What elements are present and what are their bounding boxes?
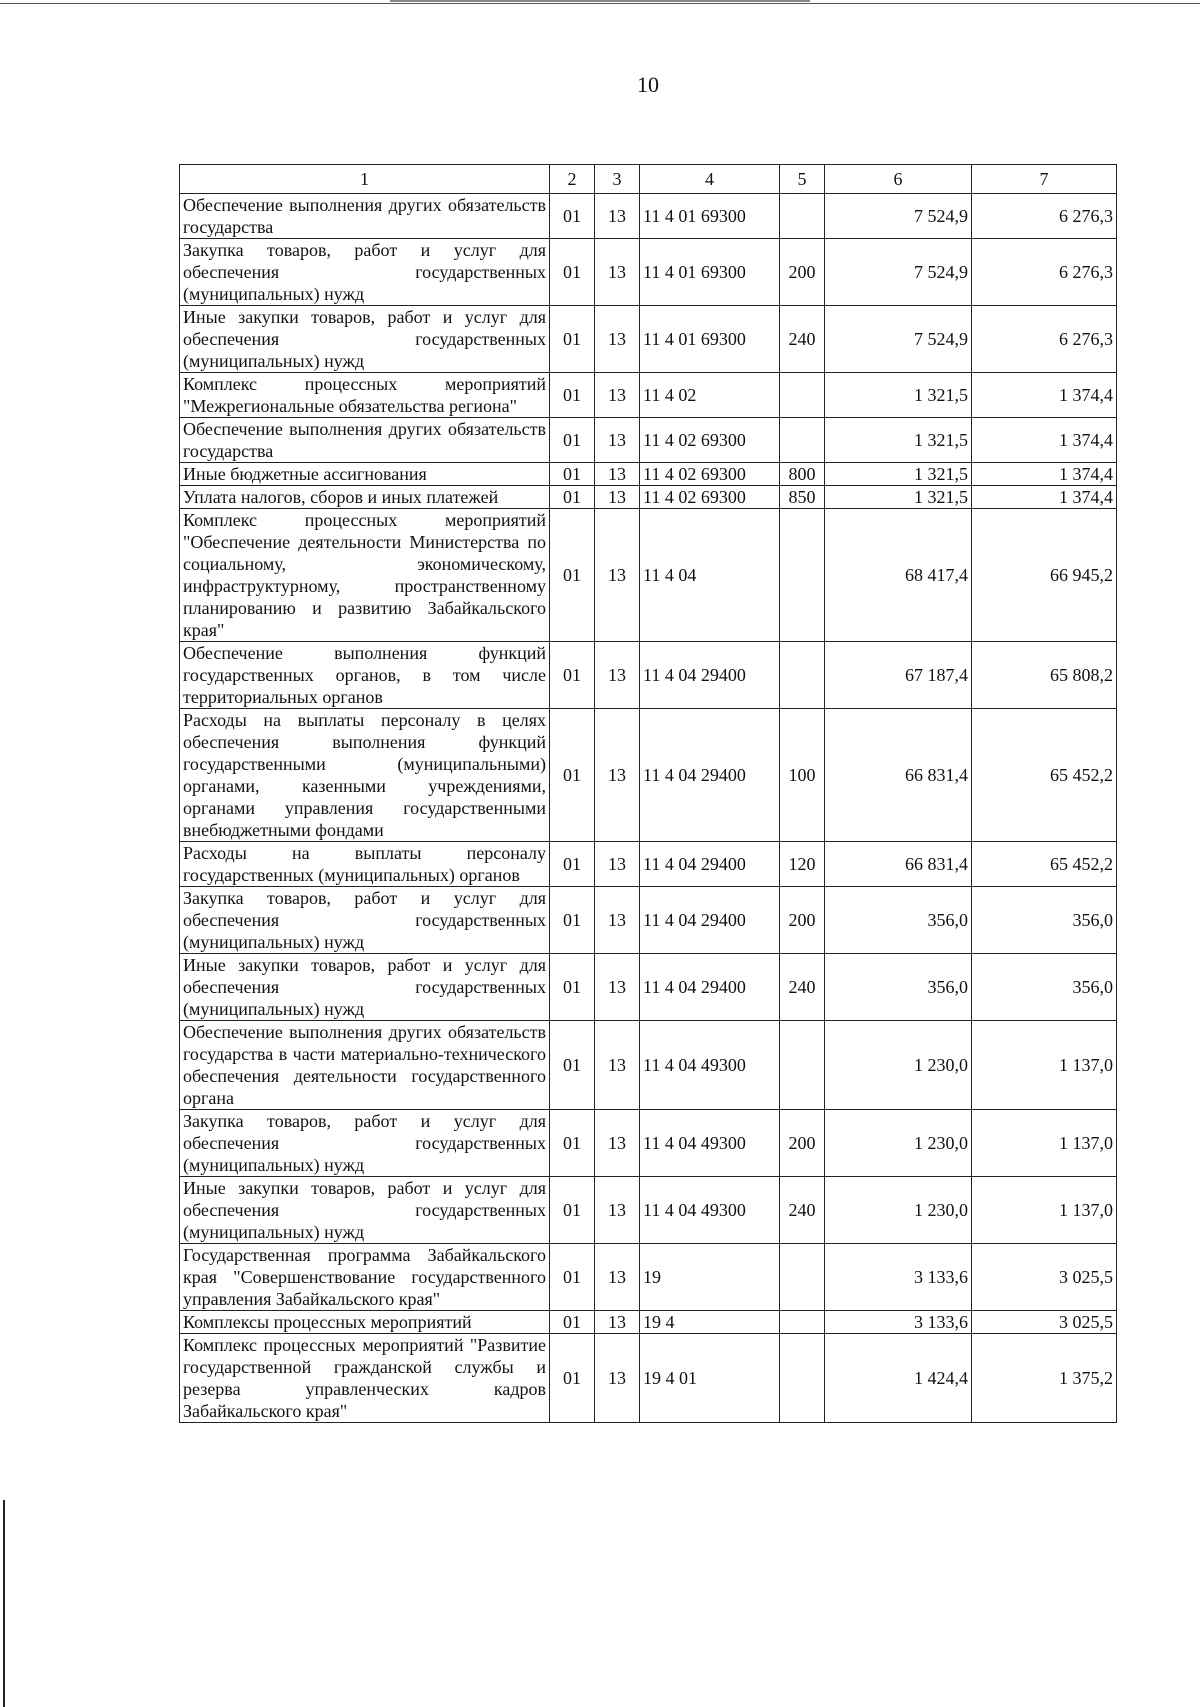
row-section-code: 01 bbox=[550, 1110, 595, 1177]
table-row bbox=[180, 1334, 1117, 1423]
table-row bbox=[180, 1311, 1117, 1334]
row-amount-1: 1 321,5 bbox=[825, 373, 972, 418]
row-amount-2: 3 025,5 bbox=[972, 1311, 1117, 1334]
row-target-article: 19 bbox=[640, 1244, 780, 1311]
table-row bbox=[180, 642, 1117, 709]
row-expense-type: 100 bbox=[780, 709, 825, 842]
row-subsection-code: 13 bbox=[595, 373, 640, 418]
row-section-code: 01 bbox=[550, 486, 595, 509]
row-amount-2: 1 137,0 bbox=[972, 1110, 1117, 1177]
row-amount-1: 1 321,5 bbox=[825, 463, 972, 486]
row-description: Обеспечение выполнения других обязательств государства bbox=[180, 418, 550, 463]
row-subsection-code: 13 bbox=[595, 239, 640, 306]
row-expense-type: 240 bbox=[780, 1177, 825, 1244]
row-subsection-code: 13 bbox=[595, 463, 640, 486]
row-subsection-code: 13 bbox=[595, 1177, 640, 1244]
row-expense-type: 240 bbox=[780, 306, 825, 373]
row-amount-2: 65 452,2 bbox=[972, 709, 1117, 842]
table-row bbox=[180, 709, 1117, 842]
row-target-article: 11 4 04 29400 bbox=[640, 842, 780, 887]
row-amount-1: 1 230,0 bbox=[825, 1110, 972, 1177]
row-section-code: 01 bbox=[550, 887, 595, 954]
table-row bbox=[180, 239, 1117, 306]
row-amount-1: 356,0 bbox=[825, 954, 972, 1021]
budget-table bbox=[179, 164, 1117, 1423]
table-row bbox=[180, 418, 1117, 463]
row-target-article: 11 4 04 29400 bbox=[640, 709, 780, 842]
row-target-article: 11 4 02 69300 bbox=[640, 486, 780, 509]
row-description: Закупка товаров, работ и услуг для обеспечения государственных (муниципальных) нужд bbox=[180, 239, 550, 306]
row-target-article: 11 4 02 69300 bbox=[640, 463, 780, 486]
row-expense-type: 800 bbox=[780, 463, 825, 486]
row-amount-1: 356,0 bbox=[825, 887, 972, 954]
row-amount-1: 3 133,6 bbox=[825, 1244, 972, 1311]
row-description: Обеспечение выполнения других обязательств государства в части материально-технического обеспечения деятельности государственного органа bbox=[180, 1021, 550, 1110]
row-description: Иные бюджетные ассигнования bbox=[180, 463, 550, 486]
row-amount-1: 1 321,5 bbox=[825, 486, 972, 509]
row-description: Закупка товаров, работ и услуг для обеспечения государственных (муниципальных) нужд bbox=[180, 1110, 550, 1177]
table-row bbox=[180, 842, 1117, 887]
row-amount-2: 3 025,5 bbox=[972, 1244, 1117, 1311]
scan-left-edge bbox=[3, 1500, 5, 1707]
row-amount-1: 1 424,4 bbox=[825, 1334, 972, 1423]
table-row bbox=[180, 194, 1117, 239]
row-subsection-code: 13 bbox=[595, 509, 640, 642]
row-section-code: 01 bbox=[550, 1311, 595, 1334]
row-subsection-code: 13 bbox=[595, 418, 640, 463]
row-amount-2: 1 375,2 bbox=[972, 1334, 1117, 1423]
scan-edge-mark bbox=[390, 0, 810, 2]
row-amount-1: 1 230,0 bbox=[825, 1177, 972, 1244]
row-expense-type: 200 bbox=[780, 239, 825, 306]
row-section-code: 01 bbox=[550, 1334, 595, 1423]
row-section-code: 01 bbox=[550, 642, 595, 709]
row-section-code: 01 bbox=[550, 954, 595, 1021]
row-section-code: 01 bbox=[550, 418, 595, 463]
row-amount-2: 1 374,4 bbox=[972, 418, 1117, 463]
header-cell: 2 bbox=[550, 165, 595, 194]
scan-top-border bbox=[0, 3, 1200, 4]
row-subsection-code: 13 bbox=[595, 1311, 640, 1334]
header-cell: 6 bbox=[825, 165, 972, 194]
row-target-article: 11 4 01 69300 bbox=[640, 306, 780, 373]
row-subsection-code: 13 bbox=[595, 642, 640, 709]
row-expense-type bbox=[780, 1311, 825, 1334]
row-section-code: 01 bbox=[550, 239, 595, 306]
row-expense-type bbox=[780, 418, 825, 463]
row-expense-type bbox=[780, 194, 825, 239]
row-description: Комплекс процессных мероприятий "Межрегиональные обязательства региона" bbox=[180, 373, 550, 418]
table-row bbox=[180, 887, 1117, 954]
row-amount-1: 7 524,9 bbox=[825, 239, 972, 306]
row-section-code: 01 bbox=[550, 1177, 595, 1244]
row-amount-1: 1 230,0 bbox=[825, 1021, 972, 1110]
row-subsection-code: 13 bbox=[595, 1334, 640, 1423]
row-expense-type: 240 bbox=[780, 954, 825, 1021]
table-row bbox=[180, 1021, 1117, 1110]
row-amount-1: 7 524,9 bbox=[825, 306, 972, 373]
row-subsection-code: 13 bbox=[595, 306, 640, 373]
row-amount-1: 3 133,6 bbox=[825, 1311, 972, 1334]
row-target-article: 11 4 04 bbox=[640, 509, 780, 642]
row-amount-2: 65 808,2 bbox=[972, 642, 1117, 709]
table-header-row bbox=[180, 165, 1117, 194]
row-subsection-code: 13 bbox=[595, 887, 640, 954]
header-cell: 7 bbox=[972, 165, 1117, 194]
row-section-code: 01 bbox=[550, 842, 595, 887]
row-amount-2: 1 374,4 bbox=[972, 373, 1117, 418]
table-row bbox=[180, 509, 1117, 642]
row-amount-2: 65 452,2 bbox=[972, 842, 1117, 887]
row-target-article: 19 4 bbox=[640, 1311, 780, 1334]
table-row bbox=[180, 1110, 1117, 1177]
row-target-article: 11 4 04 49300 bbox=[640, 1021, 780, 1110]
row-expense-type: 850 bbox=[780, 486, 825, 509]
row-description: Обеспечение выполнения других обязательств государства bbox=[180, 194, 550, 239]
row-amount-2: 6 276,3 bbox=[972, 239, 1117, 306]
row-description: Государственная программа Забайкальского края "Совершенствование государственного управления Забайкальского края" bbox=[180, 1244, 550, 1311]
row-section-code: 01 bbox=[550, 509, 595, 642]
row-target-article: 11 4 04 49300 bbox=[640, 1177, 780, 1244]
row-target-article: 11 4 02 bbox=[640, 373, 780, 418]
row-subsection-code: 13 bbox=[595, 1110, 640, 1177]
row-amount-2: 356,0 bbox=[972, 887, 1117, 954]
table-row bbox=[180, 486, 1117, 509]
row-amount-1: 1 321,5 bbox=[825, 418, 972, 463]
row-amount-2: 1 137,0 bbox=[972, 1177, 1117, 1244]
row-section-code: 01 bbox=[550, 1244, 595, 1311]
row-description: Расходы на выплаты персоналу в целях обеспечения выполнения функций государственными (муниципальными) органами, казенными учреждениями, органами управления государственными внебюджетными фондами bbox=[180, 709, 550, 842]
row-description: Иные закупки товаров, работ и услуг для обеспечения государственных (муниципальных) нужд bbox=[180, 1177, 550, 1244]
row-amount-1: 67 187,4 bbox=[825, 642, 972, 709]
row-expense-type: 120 bbox=[780, 842, 825, 887]
row-subsection-code: 13 bbox=[595, 194, 640, 239]
row-subsection-code: 13 bbox=[595, 1021, 640, 1110]
table-row bbox=[180, 1177, 1117, 1244]
row-target-article: 11 4 01 69300 bbox=[640, 239, 780, 306]
row-amount-2: 1 137,0 bbox=[972, 1021, 1117, 1110]
row-expense-type bbox=[780, 1021, 825, 1110]
row-target-article: 11 4 04 29400 bbox=[640, 954, 780, 1021]
row-expense-type bbox=[780, 642, 825, 709]
row-expense-type bbox=[780, 509, 825, 642]
row-expense-type: 200 bbox=[780, 1110, 825, 1177]
row-description: Уплата налогов, сборов и иных платежей bbox=[180, 486, 550, 509]
row-section-code: 01 bbox=[550, 709, 595, 842]
row-amount-2: 6 276,3 bbox=[972, 306, 1117, 373]
row-amount-2: 356,0 bbox=[972, 954, 1117, 1021]
row-description: Комплексы процессных мероприятий bbox=[180, 1311, 550, 1334]
row-subsection-code: 13 bbox=[595, 709, 640, 842]
row-description: Закупка товаров, работ и услуг для обеспечения государственных (муниципальных) нужд bbox=[180, 887, 550, 954]
row-amount-2: 1 374,4 bbox=[972, 486, 1117, 509]
row-target-article: 11 4 02 69300 bbox=[640, 418, 780, 463]
row-expense-type: 200 bbox=[780, 887, 825, 954]
row-amount-1: 7 524,9 bbox=[825, 194, 972, 239]
header-cell: 5 bbox=[780, 165, 825, 194]
table-row bbox=[180, 373, 1117, 418]
row-description: Расходы на выплаты персоналу государственных (муниципальных) органов bbox=[180, 842, 550, 887]
row-description: Обеспечение выполнения функций государственных органов, в том числе территориальных органов bbox=[180, 642, 550, 709]
row-expense-type bbox=[780, 1334, 825, 1423]
row-section-code: 01 bbox=[550, 194, 595, 239]
row-section-code: 01 bbox=[550, 306, 595, 373]
header-cell: 3 bbox=[595, 165, 640, 194]
row-target-article: 11 4 04 29400 bbox=[640, 887, 780, 954]
row-subsection-code: 13 bbox=[595, 1244, 640, 1311]
row-amount-1: 66 831,4 bbox=[825, 842, 972, 887]
row-target-article: 19 4 01 bbox=[640, 1334, 780, 1423]
row-section-code: 01 bbox=[550, 373, 595, 418]
row-target-article: 11 4 01 69300 bbox=[640, 194, 780, 239]
table-row bbox=[180, 463, 1117, 486]
row-expense-type bbox=[780, 373, 825, 418]
row-subsection-code: 13 bbox=[595, 954, 640, 1021]
row-expense-type bbox=[780, 1244, 825, 1311]
table-row bbox=[180, 1244, 1117, 1311]
header-cell: 1 bbox=[180, 165, 550, 194]
row-description: Иные закупки товаров, работ и услуг для обеспечения государственных (муниципальных) нужд bbox=[180, 954, 550, 1021]
row-description: Иные закупки товаров, работ и услуг для обеспечения государственных (муниципальных) нужд bbox=[180, 306, 550, 373]
header-cell: 4 bbox=[640, 165, 780, 194]
row-subsection-code: 13 bbox=[595, 842, 640, 887]
row-description: Комплекс процессных мероприятий "Обеспечение деятельности Министерства по социальному, экономическому, инфраструктурному, пространственному планированию и развитию Забайкальского края" bbox=[180, 509, 550, 642]
row-amount-2: 1 374,4 bbox=[972, 463, 1117, 486]
row-target-article: 11 4 04 29400 bbox=[640, 642, 780, 709]
row-target-article: 11 4 04 49300 bbox=[640, 1110, 780, 1177]
row-subsection-code: 13 bbox=[595, 486, 640, 509]
table-row bbox=[180, 306, 1117, 373]
page-number: 10 bbox=[637, 72, 659, 97]
row-amount-2: 6 276,3 bbox=[972, 194, 1117, 239]
row-section-code: 01 bbox=[550, 1021, 595, 1110]
table-row bbox=[180, 954, 1117, 1021]
row-amount-1: 66 831,4 bbox=[825, 709, 972, 842]
row-amount-2: 66 945,2 bbox=[972, 509, 1117, 642]
row-description: Комплекс процессных мероприятий "Развитие государственной гражданской службы и резерва управленческих кадров Забайкальского края" bbox=[180, 1334, 550, 1423]
row-section-code: 01 bbox=[550, 463, 595, 486]
row-amount-1: 68 417,4 bbox=[825, 509, 972, 642]
